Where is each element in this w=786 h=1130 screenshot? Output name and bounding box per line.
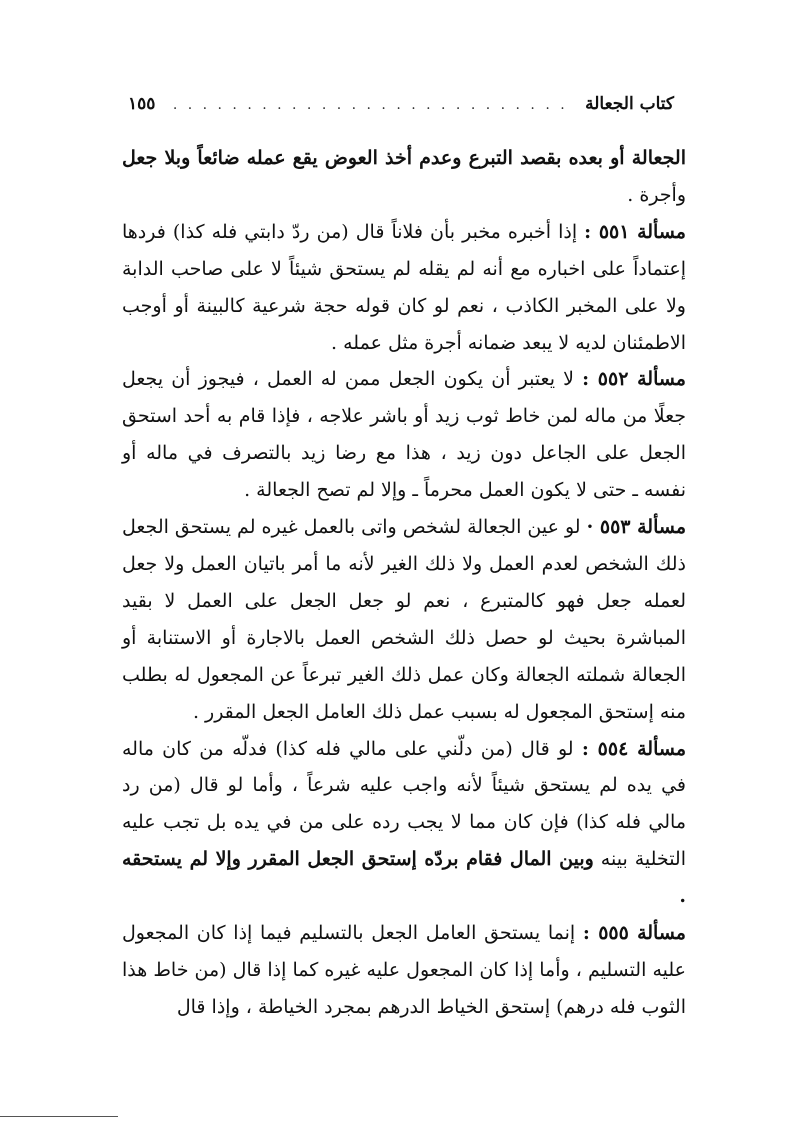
issue-552 xyxy=(122,361,686,509)
issue-label: مسألة ٥٥٤ : xyxy=(581,737,686,760)
bottom-rule xyxy=(0,1116,118,1117)
running-header xyxy=(128,94,674,122)
issue-label: مسألة ٥٥٣ · xyxy=(586,516,686,539)
issue-text: إنما يستحق العامل الجعل بالتسليم فيما إذا كان المجعول عليه التسليم ، وأما إذا كان المجعول عليه غيره كما إذا قال (من خاط هذا الثوب فله درهم) إستحق الخياط الدرهم بمجرد الخياطة ، وإذا قال xyxy=(122,922,686,1018)
issue-553 xyxy=(122,509,686,730)
paragraph-continuation xyxy=(122,140,686,214)
issue-554 xyxy=(122,731,686,916)
chapter-title: كتاب الجعالة xyxy=(585,94,674,114)
issue-label: مسألة ٥٥٥ : xyxy=(582,922,686,945)
page-body xyxy=(122,140,686,1026)
issue-label: مسألة ٥٥٢ : xyxy=(582,368,686,391)
leader-dots: . . . . . . . . . . . . . . . . . . . . . . . . . . . xyxy=(172,97,568,113)
paragraph-tail: وأجرة . xyxy=(627,183,686,206)
issue-551 xyxy=(122,214,686,362)
issue-text: إذا أخبره مخبر بأن فلاناً قال (من ردّ دابتي فله كذا) فردها إعتماداً على اخباره مع أنه لم يقله لم يستحق شيئاً لا على صاحب الدابة ولا على المخبر الكاذب ، نعم لو كان قوله حجة شرعية كالبينة أو أوجب الاطمئنان لديه لا يبعد ضمانه أجرة مثل عمله . xyxy=(122,220,686,354)
issue-555 xyxy=(122,915,686,1026)
page-number: ١٥٥ xyxy=(128,94,156,114)
issue-text: لو عين الجعالة لشخص واتى بالعمل غيره لم يستحق الجعل ذلك الشخص لعدم العمل ولا ذلك الغير لأنه ما أمر باتيان العمل ولا جعل لعمله جعل فهو كالمتبرع ، نعم لو جعل الجعل على العمل لا بقيد المباشرة بحيث لو حصل ذلك الشخص العمل بالاجارة أو الاستنابة أو الجعالة شملته الجعالة وكان عمل ذلك الغير تبرعاً عن المجعول له بطلب منه إستحق المجعول له بسبب عمل ذلك العامل الجعل المقرر . xyxy=(122,516,686,723)
issue-label: مسألة ٥٥١ : xyxy=(584,220,686,243)
issue-text: لو قال (من دلّني على مالي فله كذا) فدلّه من كان ماله في يده لم يستحق شيئاً لأنه واجب عليه شرعاً ، وأما لو قال (من رد مالي فله كذا) فإن كان مما لا يجب رده على من في يده بل تجب عليه التخلية بينه xyxy=(122,737,687,871)
paragraph-bold-text: الجعالة أو بعده بقصد التبرع وعدم أخذ العوض يقع عمله ضائعاً وبلا جعل xyxy=(122,147,686,169)
issue-bold-text: وبين المال فقام بردّه إستحق الجعل المقرر وإلا لم يستحقه . xyxy=(122,848,686,908)
issue-text: لا يعتبر أن يكون الجعل ممن له العمل ، فيجوز أن يجعل جعلًا من ماله لمن خاط ثوب زيد أو باشر علاجه ، فإذا قام به أحد استحق الجعل على الجاعل دون زيد ، هذا مع رضا زيد بالتصرف في ماله أو نفسه ـ حتى لا يكون العمل محرماً ـ وإلا لم تصح الجعالة . xyxy=(122,368,686,502)
